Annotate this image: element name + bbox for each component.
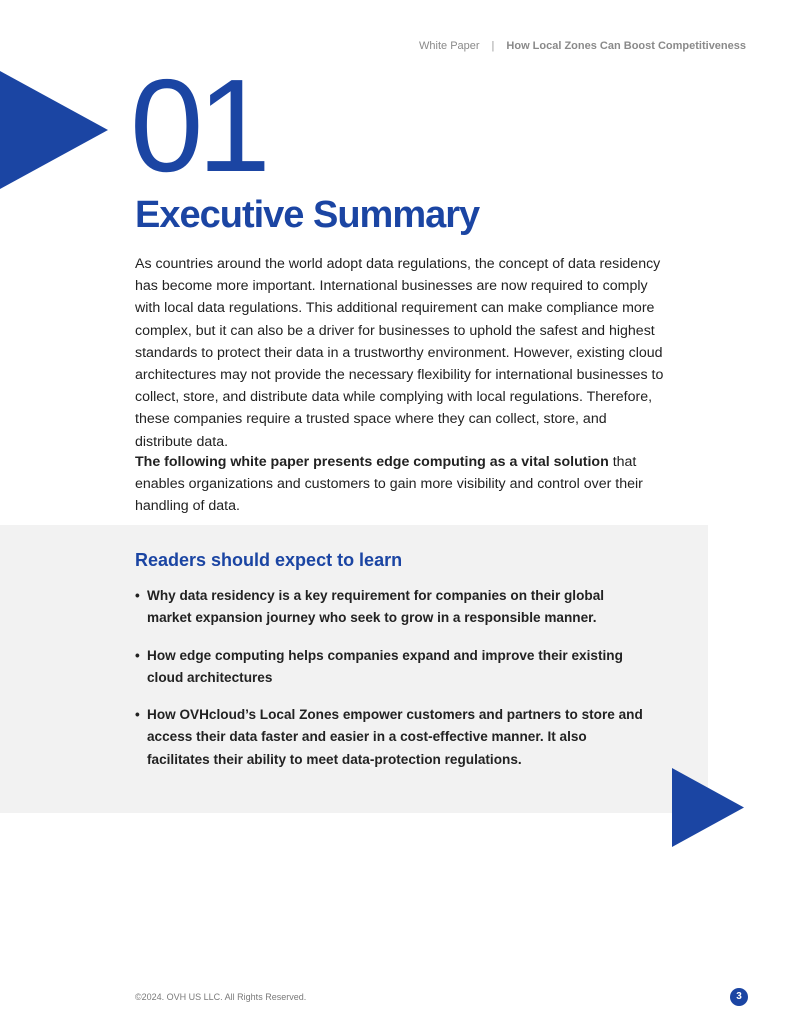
intro-paragraph: As countries around the world adopt data regulations, the concept of data residency has become more important. International businesses are now required to comply with local data regulations. This additional requirement can make compliance more complex, but it can also be a driver for businesses to uphold the safest and highest standards to protect their data in a trustworthy environment. However, existing cloud architectures may not provide the necessary flexibility for international businesses to collect, store, and distribute data while complying with local regulations. Therefore, these companies require a trusted space where they can collect, store, and distribute data. xyxy=(135,256,664,450)
summary-paragraph-rest: that enables organizations and customers to gain more visibility and control over their handling of data. xyxy=(135,454,643,515)
section-number: 01 xyxy=(130,52,265,199)
list-item-text: How OVHcloud’s Local Zones empower customers and partners to store and access their data faster and easier in a cost-effective manner. It also facilitates their ability to meet data-protection regulations. xyxy=(147,707,643,767)
page-title: Executive Summary xyxy=(135,194,480,236)
bullet-icon: • xyxy=(135,707,140,723)
page-number-badge: 3 xyxy=(730,988,748,1006)
page-header xyxy=(419,40,746,52)
header-separator: | xyxy=(491,40,495,52)
triangle-right-icon xyxy=(672,768,744,847)
list-item-text: Why data residency is a key requirement for companies on their global market expansion journey who seek to grow in a responsible manner. xyxy=(147,588,605,626)
learn-list xyxy=(135,585,645,786)
list-item xyxy=(135,704,645,771)
summary-paragraph-emphasis: The following white paper presents edge computing as a vital solution xyxy=(135,454,609,470)
header-doc-title: How Local Zones Can Boost Competitiveness xyxy=(506,40,746,52)
learn-heading: Readers should expect to learn xyxy=(135,550,403,570)
list-item xyxy=(135,645,645,690)
list-item xyxy=(135,585,645,630)
triangle-right-icon xyxy=(0,71,108,189)
list-item-text: How edge computing helps companies expand and improve their existing cloud architectures xyxy=(147,647,623,685)
footer-copyright: ©2024. OVH US LLC. All Rights Reserved. xyxy=(135,992,307,1002)
summary-paragraph xyxy=(135,451,665,518)
header-category: White Paper xyxy=(419,40,480,52)
bullet-icon: • xyxy=(135,647,140,663)
bullet-icon: • xyxy=(135,588,140,603)
